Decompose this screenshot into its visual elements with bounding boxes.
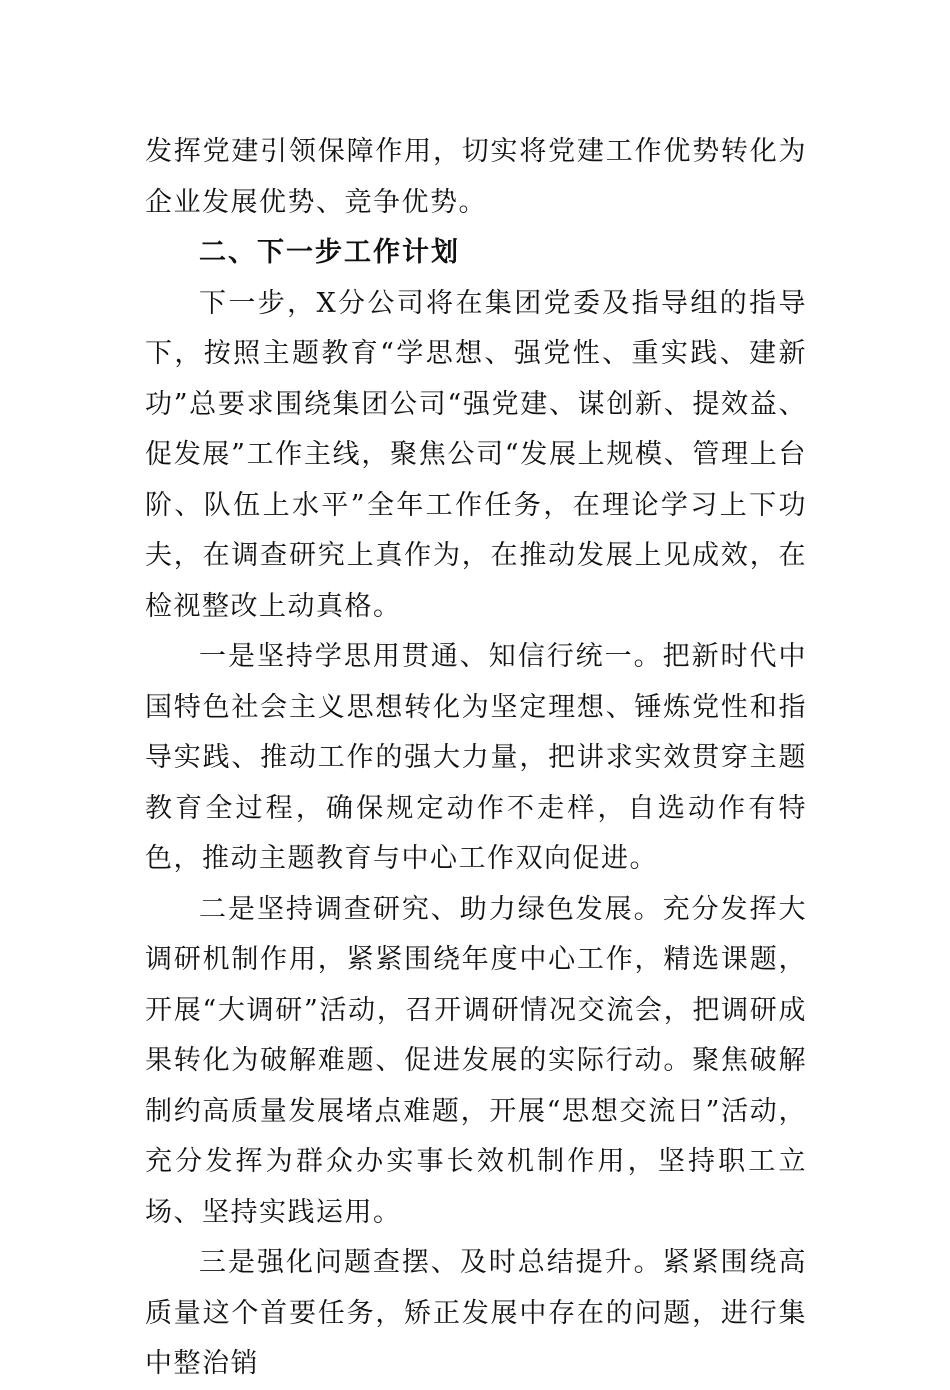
section-heading: 二、下一步工作计划 (199, 237, 460, 268)
paragraph-item-two: 二是坚持调查研究、助力绿色发展。充分发挥大调研机制作用，紧紧围绕年度中心工作，精选课题，开展“大调研”活动，召开调研情况交流会，把调研成果转化为破解难题、促进发展的实际行动。聚焦破解制约高质量发展堵点难题，开展“思想交流日”活动，充分发挥为群众办实事长效机制作用，坚持职工立场、坚持实践运用。 (145, 893, 807, 1228)
paragraph-next-steps: 下一步，X分公司将在集团党委及指导组的指导下，按照主题教育“学思想、强党性、重实践、建新功”总要求围绕集团公司“强党建、谋创新、提效益、促发展”工作主线，聚焦公司“发展上规模、管理上台阶、队伍上水平”全年工作任务，在理论学习上下功夫，在调查研究上真作为，在推动发展上见成效，在检视整改上动真格。 (145, 287, 807, 622)
paragraph-item-one: 一是坚持学思用贯通、知信行统一。把新时代中国特色社会主义思想转化为坚定理想、锤炼党性和指导实践、推动工作的强大力量，把讲求实效贯穿主题教育全过程，确保规定动作不走样，自选动作有特色，推动主题教育与中心工作双向促进。 (145, 641, 807, 874)
document-body (145, 127, 807, 1390)
paragraph-item-three: 三是强化问题查摆、及时总结提升。紧紧围绕高质量这个首要任务，矫正发展中存在的问题，进行集中整治销 (145, 1247, 807, 1379)
paragraph-continuation: 发挥党建引领保障作用，切实将党建工作优势转化为企业发展优势、竞争优势。 (145, 136, 807, 218)
